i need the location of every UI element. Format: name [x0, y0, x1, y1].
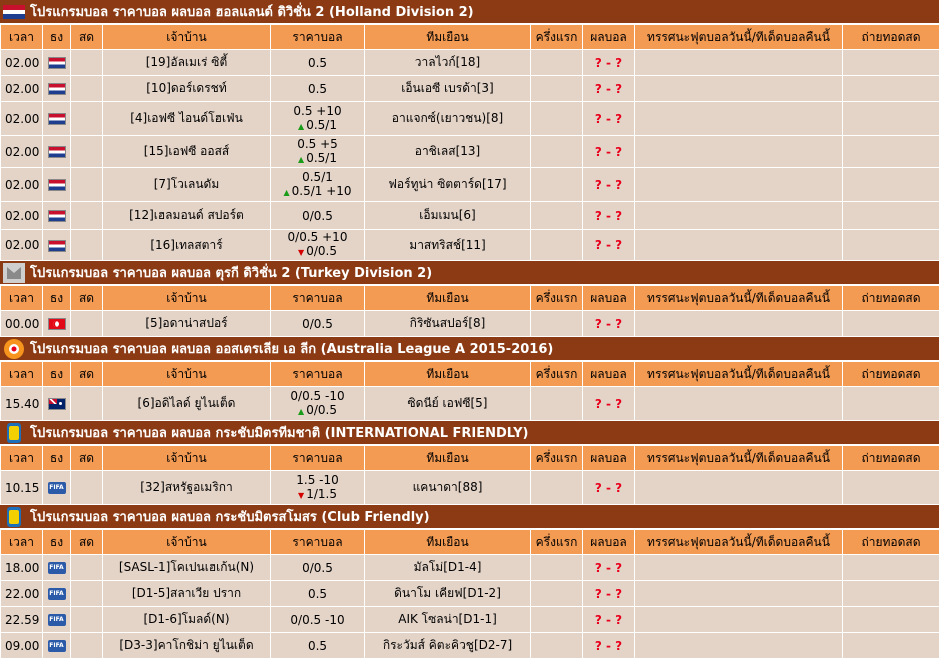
away-team[interactable]: เอ็นเอซี เบรด้า[3] — [365, 76, 531, 102]
away-team[interactable]: มัลโม่[D1-4] — [365, 555, 531, 581]
league-title[interactable]: โปรแกรมบอล ราคาบอล ผลบอล ตุรกี ดิวิชั่น 2 (Turkey Division 2) — [30, 262, 432, 283]
kickoff-time: 22.00 — [1, 581, 43, 607]
tips-cell — [635, 311, 843, 337]
flag-cell — [43, 387, 71, 421]
result-score[interactable]: ? - ? — [583, 168, 635, 202]
match-row — [1, 50, 939, 76]
column-header-away: ทีมเยือน — [365, 446, 531, 471]
live-cell — [71, 168, 103, 202]
odds-value: 0.5 +10 — [271, 104, 364, 118]
home-team[interactable]: [15]เอฟซี ออสส์ — [103, 136, 271, 168]
odds-movement — [271, 151, 364, 167]
match-row — [1, 168, 939, 202]
odds-value: 0.5 — [271, 56, 364, 70]
match-row — [1, 633, 939, 659]
netherlands-flag-icon — [2, 1, 26, 23]
tips-cell — [635, 555, 843, 581]
tv-cell — [843, 581, 939, 607]
home-team[interactable]: [12]เฮลมอนด์ สปอร์ต — [103, 202, 271, 230]
tv-cell — [843, 102, 939, 136]
odds-value: 0.5/1 — [271, 170, 364, 184]
flag-cell — [43, 633, 71, 659]
column-header-away: ทีมเยือน — [365, 530, 531, 555]
league-title[interactable]: โปรแกรมบอล ราคาบอล ผลบอล กระชับมิตรทีมชาติ (INTERNATIONAL FRIENDLY) — [30, 422, 528, 443]
odds-cell — [271, 202, 365, 230]
flag-cell — [43, 168, 71, 202]
fixtures-table — [0, 529, 939, 659]
flag-cell — [43, 311, 71, 337]
netherlands-flag-icon — [48, 83, 66, 95]
tv-cell — [843, 387, 939, 421]
flag-cell — [43, 581, 71, 607]
result-score[interactable]: ? - ? — [583, 311, 635, 337]
tv-cell — [843, 633, 939, 659]
column-header-away: ทีมเยือน — [365, 362, 531, 387]
odds-value: 0.5 — [271, 82, 364, 96]
odds-value: 0/0.5 — [271, 561, 364, 575]
column-header-odds: ราคาบอล — [271, 286, 365, 311]
result-score[interactable]: ? - ? — [583, 102, 635, 136]
match-row — [1, 102, 939, 136]
netherlands-flag-icon — [48, 240, 66, 252]
column-header-result: ผลบอล — [583, 362, 635, 387]
away-team[interactable]: อาแจกซ์(เยาวชน)[8] — [365, 102, 531, 136]
home-team[interactable]: [SASL-1]โคเปนเฮเก้น(N) — [103, 555, 271, 581]
kickoff-time: 09.00 — [1, 633, 43, 659]
flag-cell — [43, 50, 71, 76]
kickoff-time: 10.15 — [1, 471, 43, 505]
column-header-live: สด — [71, 362, 103, 387]
tv-cell — [843, 230, 939, 261]
odds-value: 0.5 — [271, 639, 364, 653]
result-score[interactable]: ? - ? — [583, 581, 635, 607]
tips-cell — [635, 168, 843, 202]
tv-cell — [843, 168, 939, 202]
live-cell — [71, 387, 103, 421]
tips-cell — [635, 633, 843, 659]
column-header-away: ทีมเยือน — [365, 286, 531, 311]
column-header-half: ครึ่งแรก — [531, 530, 583, 555]
tv-cell — [843, 555, 939, 581]
arrow-down-icon: ▼ — [298, 491, 304, 500]
halftime-cell — [531, 311, 583, 337]
kickoff-time: 02.00 — [1, 76, 43, 102]
halftime-cell — [531, 633, 583, 659]
match-row — [1, 76, 939, 102]
result-score[interactable]: ? - ? — [583, 76, 635, 102]
odds-cell — [271, 102, 365, 136]
kickoff-time: 15.40 — [1, 387, 43, 421]
netherlands-flag-icon — [48, 179, 66, 191]
odds-value: 1.5 -10 — [271, 473, 364, 487]
column-header-home: เจ้าบ้าน — [103, 362, 271, 387]
away-team[interactable]: แคนาดา[88] — [365, 471, 531, 505]
odds-cell — [271, 471, 365, 505]
column-header-row — [1, 25, 939, 50]
result-score[interactable]: ? - ? — [583, 633, 635, 659]
match-row — [1, 555, 939, 581]
away-team[interactable]: กิริซันสปอร์[8] — [365, 311, 531, 337]
halftime-cell — [531, 102, 583, 136]
column-header-flag: ธง — [43, 25, 71, 50]
match-row — [1, 471, 939, 505]
halftime-cell — [531, 76, 583, 102]
halftime-cell — [531, 168, 583, 202]
column-header-time: เวลา — [1, 530, 43, 555]
odds-previous: 1/1.5 — [306, 487, 337, 501]
tv-cell — [843, 76, 939, 102]
arrow-up-icon: ▲ — [298, 122, 304, 131]
kickoff-time: 02.00 — [1, 50, 43, 76]
column-header-odds: ราคาบอล — [271, 362, 365, 387]
league-header — [0, 261, 939, 285]
column-header-tips: ทรรศนะฟุตบอลวันนี้/ทีเด็ดบอลคืนนี้ — [635, 530, 843, 555]
halftime-cell — [531, 202, 583, 230]
tips-cell — [635, 136, 843, 168]
tips-cell — [635, 581, 843, 607]
league-title[interactable]: โปรแกรมบอล ราคาบอล ผลบอล ฮอลแลนด์ ดิวิชั่น 2 (Holland Division 2) — [30, 1, 474, 22]
flag-cell — [43, 136, 71, 168]
odds-previous: 0.5/1 — [306, 151, 337, 165]
match-row — [1, 387, 939, 421]
match-row — [1, 311, 939, 337]
tips-cell — [635, 230, 843, 261]
home-team[interactable]: [D1-5]สลาเวีย ปราก — [103, 581, 271, 607]
odds-cell — [271, 311, 365, 337]
kickoff-time: 18.00 — [1, 555, 43, 581]
home-team[interactable]: [4]เอฟซี ไอนด์โฮเฟ่น — [103, 102, 271, 136]
odds-cell — [271, 387, 365, 421]
league-header — [0, 505, 939, 529]
live-cell — [71, 633, 103, 659]
tips-cell — [635, 102, 843, 136]
result-score[interactable]: ? - ? — [583, 471, 635, 505]
arrow-up-icon: ▲ — [283, 188, 289, 197]
away-team[interactable]: ดินาโม เคียฟ[D1-2] — [365, 581, 531, 607]
odds-cell — [271, 555, 365, 581]
column-header-result: ผลบอล — [583, 25, 635, 50]
away-team[interactable]: เอ็มเมน[6] — [365, 202, 531, 230]
live-cell — [71, 311, 103, 337]
column-header-half: ครึ่งแรก — [531, 25, 583, 50]
odds-cell — [271, 230, 365, 261]
flag-cell — [43, 555, 71, 581]
flag-cell — [43, 607, 71, 633]
home-team[interactable]: [5]อดาน่าสปอร์ — [103, 311, 271, 337]
odds-value: 0.5 +5 — [271, 137, 364, 151]
column-header-half: ครึ่งแรก — [531, 362, 583, 387]
league-header — [0, 0, 939, 24]
column-header-result: ผลบอล — [583, 286, 635, 311]
home-team[interactable]: [6]อดิไลด์ ยูไนเต็ด — [103, 387, 271, 421]
result-score[interactable]: ? - ? — [583, 555, 635, 581]
league-header — [0, 337, 939, 361]
column-header-row — [1, 362, 939, 387]
odds-movement — [271, 403, 364, 419]
result-score[interactable]: ? - ? — [583, 136, 635, 168]
tv-cell — [843, 136, 939, 168]
column-header-result: ผลบอล — [583, 446, 635, 471]
away-team[interactable]: กิระวัมส์ คิตะคิวชู[D2-7] — [365, 633, 531, 659]
home-team[interactable]: [D3-3]คาโกชิม่า ยูไนเต็ด — [103, 633, 271, 659]
flag-cell — [43, 102, 71, 136]
flag-cell — [43, 230, 71, 261]
column-header-away: ทีมเยือน — [365, 25, 531, 50]
halftime-cell — [531, 581, 583, 607]
odds-value: 0.5 — [271, 587, 364, 601]
tv-cell — [843, 607, 939, 633]
column-header-half: ครึ่งแรก — [531, 446, 583, 471]
odds-value: 0/0.5 +10 — [271, 230, 364, 244]
halftime-cell — [531, 50, 583, 76]
live-cell — [71, 136, 103, 168]
column-header-row — [1, 286, 939, 311]
column-header-result: ผลบอล — [583, 530, 635, 555]
halftime-cell — [531, 607, 583, 633]
flag-cell — [43, 471, 71, 505]
australia-flag-icon — [48, 398, 66, 410]
halftime-cell — [531, 387, 583, 421]
odds-value: 0/0.5 -10 — [271, 389, 364, 403]
live-cell — [71, 581, 103, 607]
column-header-tv: ถ่ายทอดสด — [843, 25, 939, 50]
column-header-tips: ทรรศนะฟุตบอลวันนี้/ทีเด็ดบอลคืนนี้ — [635, 362, 843, 387]
home-team[interactable]: [D1-6]โมลด์(N) — [103, 607, 271, 633]
live-cell — [71, 555, 103, 581]
halftime-cell — [531, 136, 583, 168]
live-cell — [71, 471, 103, 505]
away-team[interactable]: มาสทริสช์[11] — [365, 230, 531, 261]
arrow-up-icon: ▲ — [298, 155, 304, 164]
odds-cell — [271, 168, 365, 202]
live-cell — [71, 50, 103, 76]
kickoff-time: 02.00 — [1, 230, 43, 261]
kickoff-time: 02.00 — [1, 202, 43, 230]
flag-cell — [43, 202, 71, 230]
column-header-tv: ถ่ายทอดสด — [843, 362, 939, 387]
arrow-up-icon: ▲ — [298, 407, 304, 416]
home-team[interactable]: [32]สหรัฐอเมริกา — [103, 471, 271, 505]
odds-value: 0/0.5 — [271, 209, 364, 223]
league-header — [0, 421, 939, 445]
away-team[interactable]: AIK โซลน่า[D1-1] — [365, 607, 531, 633]
odds-previous: 0.5/1 — [306, 118, 337, 132]
fixtures-table — [0, 24, 939, 261]
tv-cell — [843, 202, 939, 230]
column-header-odds: ราคาบอล — [271, 530, 365, 555]
netherlands-flag-icon — [48, 146, 66, 158]
away-team[interactable]: ซิดนีย์ เอฟซี[5] — [365, 387, 531, 421]
odds-movement — [271, 118, 364, 134]
fixtures-table — [0, 361, 939, 421]
column-header-tv: ถ่ายทอดสด — [843, 286, 939, 311]
netherlands-flag-icon — [48, 113, 66, 125]
live-cell — [71, 202, 103, 230]
halftime-cell — [531, 230, 583, 261]
odds-movement — [271, 184, 364, 200]
column-header-home: เจ้าบ้าน — [103, 530, 271, 555]
column-header-tips: ทรรศนะฟุตบอลวันนี้/ทีเด็ดบอลคืนนี้ — [635, 286, 843, 311]
kickoff-time: 22.59 — [1, 607, 43, 633]
result-score[interactable]: ? - ? — [583, 202, 635, 230]
column-header-tips: ทรรศนะฟุตบอลวันนี้/ทีเด็ดบอลคืนนี้ — [635, 446, 843, 471]
odds-previous: 0/0.5 — [306, 244, 337, 258]
match-row — [1, 136, 939, 168]
odds-cell — [271, 50, 365, 76]
match-row — [1, 230, 939, 261]
column-header-live: สด — [71, 25, 103, 50]
kickoff-time: 02.00 — [1, 102, 43, 136]
odds-movement — [271, 487, 364, 503]
column-header-row — [1, 530, 939, 555]
tips-cell — [635, 76, 843, 102]
column-header-row — [1, 446, 939, 471]
column-header-odds: ราคาบอล — [271, 446, 365, 471]
column-header-tips: ทรรศนะฟุตบอลวันนี้/ทีเด็ดบอลคืนนี้ — [635, 25, 843, 50]
live-cell — [71, 76, 103, 102]
column-header-flag: ธง — [43, 286, 71, 311]
arrow-down-icon: ▼ — [298, 248, 304, 257]
odds-previous: 0/0.5 — [306, 403, 337, 417]
odds-value: 0/0.5 — [271, 317, 364, 331]
tips-cell — [635, 50, 843, 76]
column-header-time: เวลา — [1, 286, 43, 311]
column-header-live: สด — [71, 530, 103, 555]
match-row — [1, 607, 939, 633]
away-team[interactable]: ฟอร์ทูน่า ซิตตาร์ด[17] — [365, 168, 531, 202]
odds-movement — [271, 244, 364, 260]
column-header-home: เจ้าบ้าน — [103, 25, 271, 50]
kickoff-time: 00.00 — [1, 311, 43, 337]
kickoff-time: 02.00 — [1, 168, 43, 202]
result-score[interactable]: ? - ? — [583, 387, 635, 421]
turkey-league-icon — [2, 262, 26, 284]
halftime-cell — [531, 555, 583, 581]
column-header-flag: ธง — [43, 446, 71, 471]
flag-cell — [43, 76, 71, 102]
home-team[interactable]: [19]อัลเมเร่ ซิตี้ — [103, 50, 271, 76]
column-header-flag: ธง — [43, 530, 71, 555]
home-team[interactable]: [16]เทลสตาร์ — [103, 230, 271, 261]
odds-previous: 0.5/1 +10 — [292, 184, 352, 198]
column-header-half: ครึ่งแรก — [531, 286, 583, 311]
result-score[interactable]: ? - ? — [583, 230, 635, 261]
away-team[interactable]: อาชิเลส[13] — [365, 136, 531, 168]
tv-cell — [843, 311, 939, 337]
tv-cell — [843, 471, 939, 505]
fifa-icon: FIFA — [48, 482, 66, 494]
home-team[interactable]: [10]ดอร์เดรชท์ — [103, 76, 271, 102]
turkey-flag-icon — [48, 318, 66, 330]
tips-cell — [635, 607, 843, 633]
home-team[interactable]: [7]โวเลนดัม — [103, 168, 271, 202]
fixtures-table — [0, 285, 939, 337]
column-header-home: เจ้าบ้าน — [103, 286, 271, 311]
column-header-tv: ถ่ายทอดสด — [843, 530, 939, 555]
international-friendly-icon — [2, 422, 26, 444]
netherlands-flag-icon — [48, 210, 66, 222]
halftime-cell — [531, 471, 583, 505]
match-row — [1, 581, 939, 607]
tips-cell — [635, 471, 843, 505]
tv-cell — [843, 50, 939, 76]
netherlands-flag-icon — [48, 57, 66, 69]
odds-value: 0/0.5 -10 — [271, 613, 364, 627]
fifa-icon: FIFA — [48, 614, 66, 626]
fixtures-table — [0, 445, 939, 505]
odds-cell — [271, 76, 365, 102]
tips-cell — [635, 202, 843, 230]
away-team[interactable]: วาลไวก์[18] — [365, 50, 531, 76]
live-cell — [71, 230, 103, 261]
fifa-icon: FIFA — [48, 640, 66, 652]
odds-cell — [271, 633, 365, 659]
live-cell — [71, 102, 103, 136]
column-header-odds: ราคาบอล — [271, 25, 365, 50]
live-cell — [71, 607, 103, 633]
fifa-icon: FIFA — [48, 562, 66, 574]
column-header-live: สด — [71, 286, 103, 311]
odds-cell — [271, 607, 365, 633]
odds-cell — [271, 136, 365, 168]
result-score[interactable]: ? - ? — [583, 50, 635, 76]
a-league-icon — [2, 338, 26, 360]
column-header-tv: ถ่ายทอดสด — [843, 446, 939, 471]
club-friendly-icon — [2, 506, 26, 528]
league-title[interactable]: โปรแกรมบอล ราคาบอล ผลบอล กระชับมิตรสโมสร (Club Friendly) — [30, 506, 430, 527]
column-header-time: เวลา — [1, 25, 43, 50]
column-header-flag: ธง — [43, 362, 71, 387]
league-title[interactable]: โปรแกรมบอล ราคาบอล ผลบอล ออสเตรเลีย เอ ลีก (Australia League A 2015-2016) — [30, 338, 553, 359]
match-row — [1, 202, 939, 230]
column-header-time: เวลา — [1, 446, 43, 471]
tips-cell — [635, 387, 843, 421]
column-header-home: เจ้าบ้าน — [103, 446, 271, 471]
fifa-icon: FIFA — [48, 588, 66, 600]
kickoff-time: 02.00 — [1, 136, 43, 168]
odds-cell — [271, 581, 365, 607]
column-header-live: สด — [71, 446, 103, 471]
result-score[interactable]: ? - ? — [583, 607, 635, 633]
column-header-time: เวลา — [1, 362, 43, 387]
